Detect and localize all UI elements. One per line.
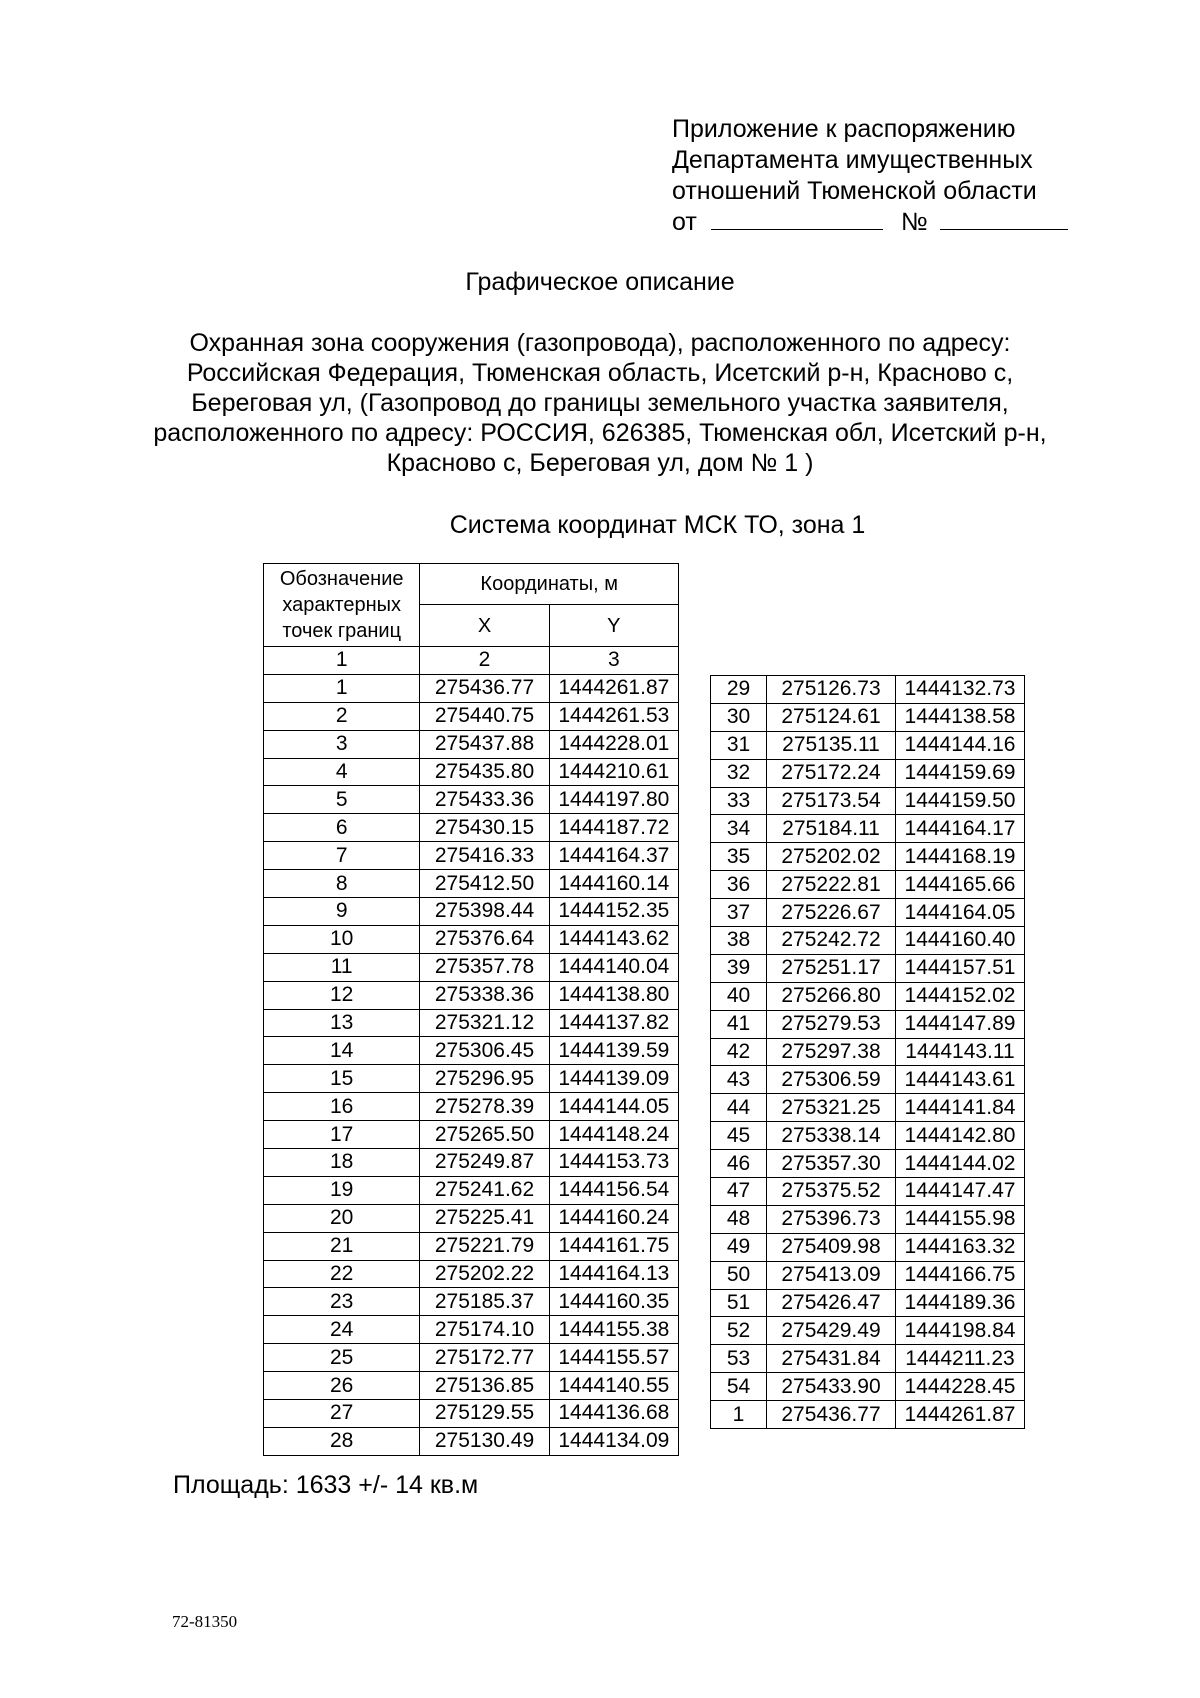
- x-coordinate: 275431.84: [767, 1345, 896, 1373]
- x-coordinate: 275357.30: [767, 1150, 896, 1178]
- x-coordinate: 275136.85: [420, 1372, 549, 1400]
- y-coordinate: 1444198.84: [896, 1317, 1025, 1345]
- y-coordinate: 1444147.89: [896, 1010, 1025, 1038]
- y-coordinate: 1444139.09: [549, 1065, 678, 1093]
- point-number: 41: [711, 1010, 767, 1038]
- description-line-2: Российская Федерация, Тюменская область, Исетский р-н, Красново с,: [186, 359, 1014, 387]
- x-coordinate: 275226.67: [767, 899, 896, 927]
- table-row: [711, 815, 1025, 843]
- x-coordinate: 275398.44: [420, 898, 549, 926]
- y-coordinate: 1444261.87: [549, 674, 678, 702]
- table-row: [264, 1037, 679, 1065]
- y-coordinate: 1444161.75: [549, 1232, 678, 1260]
- y-coordinate: 1444211.23: [896, 1345, 1025, 1373]
- x-coordinate: 275413.09: [767, 1261, 896, 1289]
- y-coordinate: 1444155.57: [549, 1344, 678, 1372]
- point-number: 14: [264, 1037, 420, 1065]
- header-points: Обозначение характерных точек границ: [264, 564, 420, 647]
- y-coordinate: 1444144.02: [896, 1150, 1025, 1178]
- point-number: 6: [264, 814, 420, 842]
- point-number: 23: [264, 1288, 420, 1316]
- table-row: [264, 1065, 679, 1093]
- point-number: 36: [711, 871, 767, 899]
- point-number: 9: [264, 898, 420, 926]
- point-number: 28: [264, 1427, 420, 1455]
- x-coordinate: 275416.33: [420, 842, 549, 870]
- point-number: 27: [264, 1400, 420, 1428]
- point-number: 30: [711, 703, 767, 731]
- x-coordinate: 275266.80: [767, 982, 896, 1010]
- x-coordinate: 275436.77: [420, 674, 549, 702]
- table-row: [711, 1233, 1025, 1261]
- point-number: 7: [264, 842, 420, 870]
- table-row: [711, 899, 1025, 927]
- description-line-4: расположенного по адресу: РОССИЯ, 626385, Тюменская обл, Исетский р-н,: [153, 419, 1047, 447]
- table-row: [264, 1121, 679, 1149]
- table-row: [264, 1260, 679, 1288]
- coordinates-table-left: [263, 563, 679, 1456]
- y-coordinate: 1444160.40: [896, 927, 1025, 955]
- description-line-1: Охранная зона сооружения (газопровода), расположенного по адресу:: [189, 329, 1011, 357]
- y-coordinate: 1444160.14: [549, 870, 678, 898]
- point-number: 34: [711, 815, 767, 843]
- table-row: [264, 674, 679, 702]
- y-coordinate: 1444210.61: [549, 758, 678, 786]
- x-coordinate: 275185.37: [420, 1288, 549, 1316]
- column-number-row: [264, 647, 679, 675]
- x-coordinate: 275241.62: [420, 1176, 549, 1204]
- y-coordinate: 1444164.13: [549, 1260, 678, 1288]
- x-coordinate: 275409.98: [767, 1233, 896, 1261]
- point-number: 2: [264, 702, 420, 730]
- table-row: [264, 1149, 679, 1177]
- table-row: [264, 1372, 679, 1400]
- x-coordinate: 275297.38: [767, 1038, 896, 1066]
- table-row: [711, 1261, 1025, 1289]
- point-number: 24: [264, 1316, 420, 1344]
- x-coordinate: 275433.90: [767, 1373, 896, 1401]
- y-coordinate: 1444164.37: [549, 842, 678, 870]
- x-coordinate: 275202.02: [767, 843, 896, 871]
- x-coordinate: 275338.36: [420, 981, 549, 1009]
- date-blank: [711, 207, 883, 230]
- point-number: 8: [264, 870, 420, 898]
- y-coordinate: 1444132.73: [896, 676, 1025, 704]
- table-row: [264, 702, 679, 730]
- y-coordinate: 1444134.09: [549, 1427, 678, 1455]
- table-row: [711, 1289, 1025, 1317]
- annex-line-3: отношений Тюменской области: [672, 177, 1037, 205]
- y-coordinate: 1444159.50: [896, 787, 1025, 815]
- x-coordinate: 275249.87: [420, 1149, 549, 1177]
- y-coordinate: 1444164.05: [896, 899, 1025, 927]
- y-coordinate: 1444140.04: [549, 953, 678, 981]
- x-coordinate: 275376.64: [420, 925, 549, 953]
- point-number: 53: [711, 1345, 767, 1373]
- table-row: [711, 1205, 1025, 1233]
- x-coordinate: 275251.17: [767, 954, 896, 982]
- y-coordinate: 1444155.98: [896, 1205, 1025, 1233]
- point-number: 48: [711, 1205, 767, 1233]
- table-row: [264, 1316, 679, 1344]
- object-description: [150, 328, 1050, 478]
- point-number: 43: [711, 1066, 767, 1094]
- point-number: 54: [711, 1373, 767, 1401]
- x-coordinate: 275222.81: [767, 871, 896, 899]
- table-row: [264, 814, 679, 842]
- x-coordinate: 275225.41: [420, 1204, 549, 1232]
- header-coordinates: Координаты, м: [420, 564, 679, 605]
- table-row: [264, 925, 679, 953]
- table-row: [264, 1232, 679, 1260]
- point-number: 35: [711, 843, 767, 871]
- x-coordinate: 275436.77: [767, 1401, 896, 1429]
- table-row: [711, 927, 1025, 955]
- table-row: [264, 1400, 679, 1428]
- table-row: [264, 1204, 679, 1232]
- header-row: [264, 564, 679, 605]
- annex-line-2: Департамента имущественных: [672, 146, 1033, 174]
- x-coordinate: 275435.80: [420, 758, 549, 786]
- table-row: [711, 731, 1025, 759]
- annex-line-1: Приложение к распоряжению: [672, 115, 1016, 143]
- table-row: [264, 898, 679, 926]
- annex-date-number-line: [672, 207, 1068, 238]
- x-coordinate: 275321.12: [420, 1009, 549, 1037]
- point-number: 32: [711, 759, 767, 787]
- x-coordinate: 275135.11: [767, 731, 896, 759]
- table-row: [264, 786, 679, 814]
- point-number: 15: [264, 1065, 420, 1093]
- point-number: 17: [264, 1121, 420, 1149]
- table-row: [711, 1317, 1025, 1345]
- table-row: [264, 1009, 679, 1037]
- y-coordinate: 1444140.55: [549, 1372, 678, 1400]
- y-coordinate: 1444138.58: [896, 703, 1025, 731]
- x-coordinate: 275440.75: [420, 702, 549, 730]
- x-coordinate: 275129.55: [420, 1400, 549, 1428]
- table-row: [711, 759, 1025, 787]
- y-coordinate: 1444143.11: [896, 1038, 1025, 1066]
- y-coordinate: 1444144.16: [896, 731, 1025, 759]
- table-row: [711, 843, 1025, 871]
- point-number: 51: [711, 1289, 767, 1317]
- table-row: [711, 1150, 1025, 1178]
- y-coordinate: 1444143.62: [549, 925, 678, 953]
- from-label: от: [672, 208, 697, 236]
- x-coordinate: 275130.49: [420, 1427, 549, 1455]
- point-number: 4: [264, 758, 420, 786]
- point-number: 42: [711, 1038, 767, 1066]
- table-row: [264, 981, 679, 1009]
- x-coordinate: 275338.14: [767, 1122, 896, 1150]
- point-number: 12: [264, 981, 420, 1009]
- y-coordinate: 1444261.53: [549, 702, 678, 730]
- table-row: [264, 1176, 679, 1204]
- point-number: 45: [711, 1122, 767, 1150]
- y-coordinate: 1444144.05: [549, 1093, 678, 1121]
- y-coordinate: 1444159.69: [896, 759, 1025, 787]
- table-row: [264, 758, 679, 786]
- description-line-3: Береговая ул, (Газопровод до границы земельного участка заявителя,: [191, 389, 1009, 417]
- point-number: 26: [264, 1372, 420, 1400]
- point-number: 1: [264, 674, 420, 702]
- y-coordinate: 1444147.47: [896, 1178, 1025, 1206]
- point-number: 50: [711, 1261, 767, 1289]
- point-number: 16: [264, 1093, 420, 1121]
- table-row: [711, 1038, 1025, 1066]
- table-row: [711, 1094, 1025, 1122]
- y-coordinate: 1444153.73: [549, 1149, 678, 1177]
- x-coordinate: 275375.52: [767, 1178, 896, 1206]
- y-coordinate: 1444189.36: [896, 1289, 1025, 1317]
- table-row: [264, 1427, 679, 1455]
- table-row: [711, 1066, 1025, 1094]
- point-number: 20: [264, 1204, 420, 1232]
- point-number: 33: [711, 787, 767, 815]
- point-number: 52: [711, 1317, 767, 1345]
- table-row: [711, 703, 1025, 731]
- table-row: [264, 842, 679, 870]
- y-coordinate: 1444160.24: [549, 1204, 678, 1232]
- x-coordinate: 275279.53: [767, 1010, 896, 1038]
- y-coordinate: 1444164.17: [896, 815, 1025, 843]
- y-coordinate: 1444165.66: [896, 871, 1025, 899]
- y-coordinate: 1444197.80: [549, 786, 678, 814]
- y-coordinate: 1444166.75: [896, 1261, 1025, 1289]
- y-coordinate: 1444156.54: [549, 1176, 678, 1204]
- table-row: [264, 953, 679, 981]
- table-row: [711, 1345, 1025, 1373]
- coordinate-system: Система координат МСК ТО, зона 1: [449, 511, 866, 539]
- document-title: Графическое описание: [465, 268, 735, 296]
- x-coordinate: 275265.50: [420, 1121, 549, 1149]
- point-number: 31: [711, 731, 767, 759]
- x-coordinate: 275426.47: [767, 1289, 896, 1317]
- y-coordinate: 1444152.02: [896, 982, 1025, 1010]
- y-coordinate: 1444187.72: [549, 814, 678, 842]
- table-row: [264, 1093, 679, 1121]
- point-number: 10: [264, 925, 420, 953]
- y-coordinate: 1444139.59: [549, 1037, 678, 1065]
- table-row: [711, 787, 1025, 815]
- column-number: 1: [264, 647, 420, 675]
- point-number: 49: [711, 1233, 767, 1261]
- y-coordinate: 1444155.38: [549, 1316, 678, 1344]
- table-row: [711, 1010, 1025, 1038]
- x-coordinate: 275412.50: [420, 870, 549, 898]
- x-coordinate: 275306.59: [767, 1066, 896, 1094]
- x-coordinate: 275437.88: [420, 730, 549, 758]
- y-coordinate: 1444261.87: [896, 1401, 1025, 1429]
- x-coordinate: 275221.79: [420, 1232, 549, 1260]
- point-number: 3: [264, 730, 420, 758]
- table-row: [711, 676, 1025, 704]
- point-number: 21: [264, 1232, 420, 1260]
- point-number: 11: [264, 953, 420, 981]
- y-coordinate: 1444168.19: [896, 843, 1025, 871]
- table-row: [711, 1122, 1025, 1150]
- x-coordinate: 275124.61: [767, 703, 896, 731]
- column-number: 2: [420, 647, 549, 675]
- number-blank: [940, 207, 1068, 230]
- y-coordinate: 1444160.35: [549, 1288, 678, 1316]
- y-coordinate: 1444228.01: [549, 730, 678, 758]
- table-row: [711, 871, 1025, 899]
- x-coordinate: 275184.11: [767, 815, 896, 843]
- point-number: 29: [711, 676, 767, 704]
- point-number: 18: [264, 1149, 420, 1177]
- y-coordinate: 1444228.45: [896, 1373, 1025, 1401]
- y-coordinate: 1444143.61: [896, 1066, 1025, 1094]
- x-coordinate: 275174.10: [420, 1316, 549, 1344]
- coordinates-table-right: [710, 675, 1025, 1429]
- x-coordinate: 275278.39: [420, 1093, 549, 1121]
- x-coordinate: 275433.36: [420, 786, 549, 814]
- y-coordinate: 1444142.80: [896, 1122, 1025, 1150]
- point-number: 5: [264, 786, 420, 814]
- number-label: №: [900, 208, 928, 236]
- column-number: 3: [549, 647, 678, 675]
- annex-header: [672, 114, 1068, 238]
- x-coordinate: 275172.24: [767, 759, 896, 787]
- point-number: 13: [264, 1009, 420, 1037]
- x-coordinate: 275172.77: [420, 1344, 549, 1372]
- y-coordinate: 1444148.24: [549, 1121, 678, 1149]
- header-y: Y: [549, 605, 678, 647]
- x-coordinate: 275306.45: [420, 1037, 549, 1065]
- y-coordinate: 1444157.51: [896, 954, 1025, 982]
- y-coordinate: 1444163.32: [896, 1233, 1025, 1261]
- table-row: [711, 1401, 1025, 1429]
- table-row: [264, 730, 679, 758]
- point-number: 38: [711, 927, 767, 955]
- x-coordinate: 275430.15: [420, 814, 549, 842]
- y-coordinate: 1444137.82: [549, 1009, 678, 1037]
- point-number: 25: [264, 1344, 420, 1372]
- document-number: 72-81350: [172, 1612, 238, 1631]
- point-number: 1: [711, 1401, 767, 1429]
- x-coordinate: 275396.73: [767, 1205, 896, 1233]
- point-number: 22: [264, 1260, 420, 1288]
- x-coordinate: 275242.72: [767, 927, 896, 955]
- header-x: X: [420, 605, 549, 647]
- point-number: 44: [711, 1094, 767, 1122]
- x-coordinate: 275321.25: [767, 1094, 896, 1122]
- area-value: Площадь: 1633 +/- 14 кв.м: [173, 1471, 479, 1499]
- x-coordinate: 275429.49: [767, 1317, 896, 1345]
- x-coordinate: 275173.54: [767, 787, 896, 815]
- description-line-5: Красново с, Береговая ул, дом № 1 ): [386, 449, 814, 477]
- table-row: [264, 870, 679, 898]
- point-number: 39: [711, 954, 767, 982]
- x-coordinate: 275296.95: [420, 1065, 549, 1093]
- table-row: [711, 954, 1025, 982]
- point-number: 19: [264, 1176, 420, 1204]
- point-number: 37: [711, 899, 767, 927]
- table-row: [264, 1288, 679, 1316]
- y-coordinate: 1444152.35: [549, 898, 678, 926]
- y-coordinate: 1444141.84: [896, 1094, 1025, 1122]
- point-number: 40: [711, 982, 767, 1010]
- point-number: 47: [711, 1178, 767, 1206]
- y-coordinate: 1444138.80: [549, 981, 678, 1009]
- table-row: [711, 982, 1025, 1010]
- table-row: [264, 1344, 679, 1372]
- x-coordinate: 275126.73: [767, 676, 896, 704]
- point-number: 46: [711, 1150, 767, 1178]
- table-row: [711, 1178, 1025, 1206]
- y-coordinate: 1444136.68: [549, 1400, 678, 1428]
- x-coordinate: 275202.22: [420, 1260, 549, 1288]
- table-row: [711, 1373, 1025, 1401]
- x-coordinate: 275357.78: [420, 953, 549, 981]
